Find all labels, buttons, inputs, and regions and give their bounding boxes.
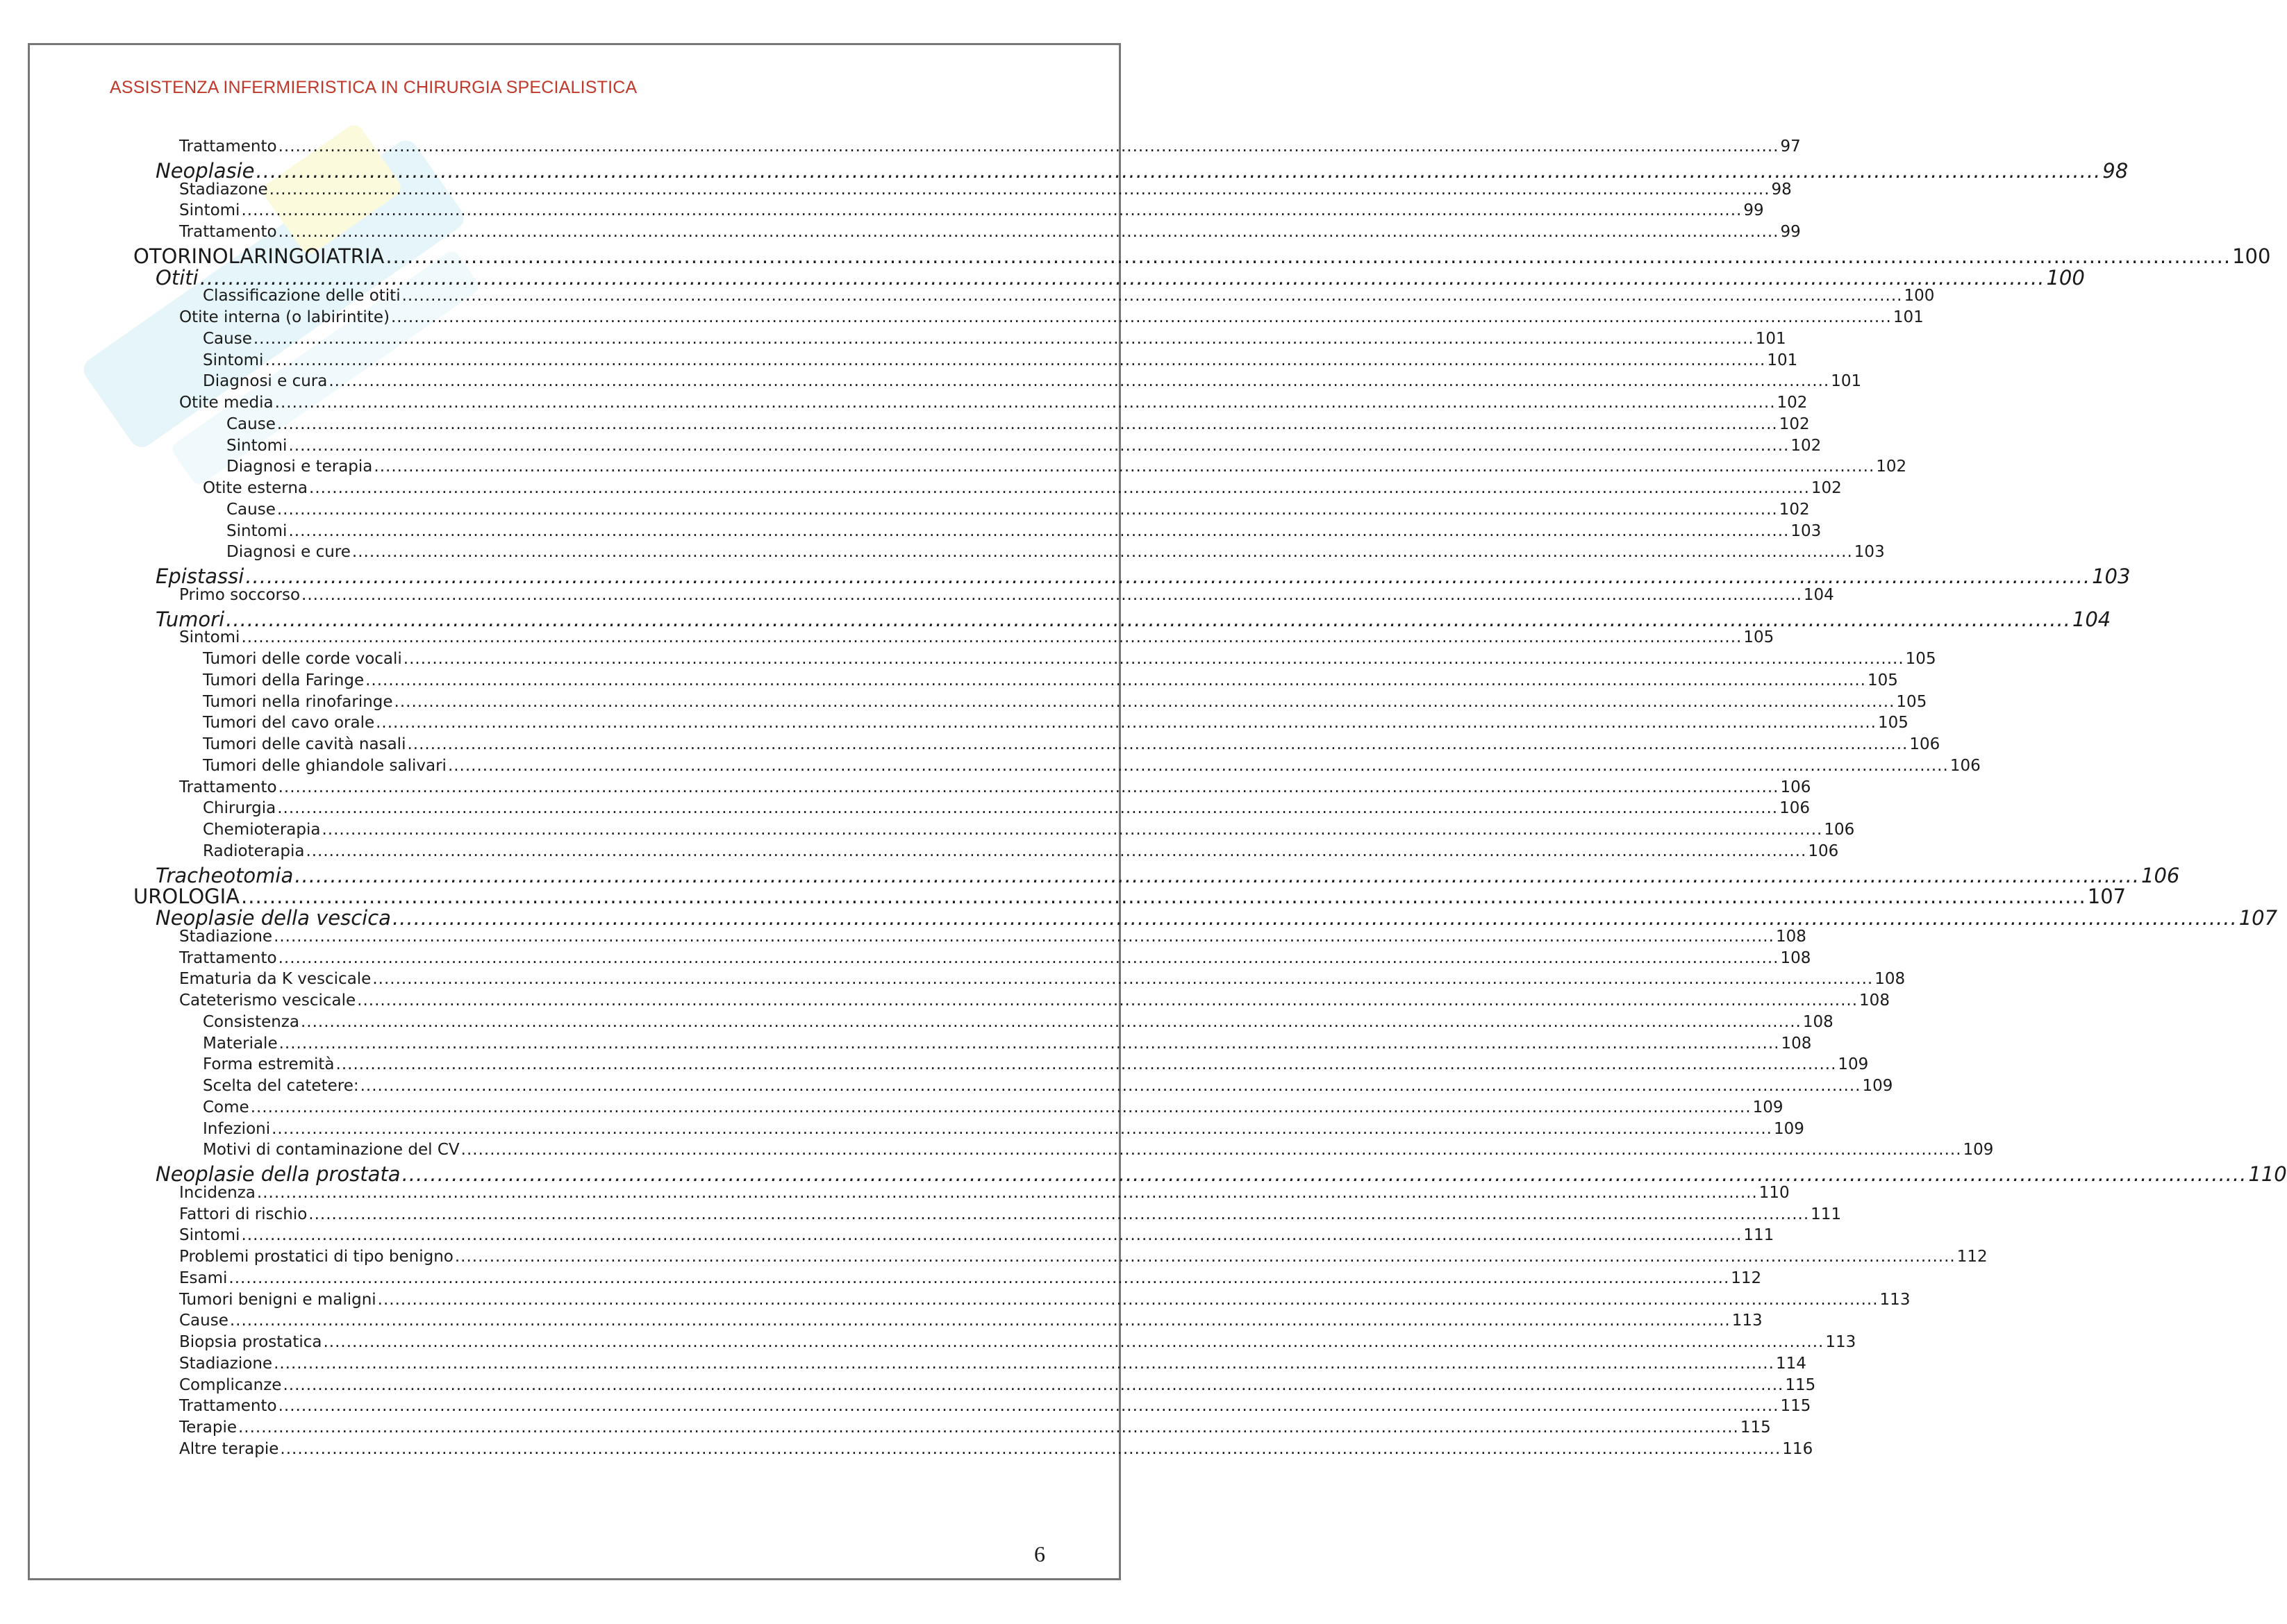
toc-entry-title: Sintomi: [179, 201, 240, 220]
toc-entry-page: 102: [1779, 500, 1810, 519]
toc-entry-page: 106: [2141, 863, 2180, 887]
toc-entry-title: Neoplasie della prostata: [156, 1162, 401, 1186]
toc-entry-page: 98: [2102, 158, 2129, 183]
toc-entry-page: 102: [1790, 436, 1822, 455]
toc-entry-page: 99: [1743, 201, 1764, 220]
toc-entry-page: 100: [2232, 244, 2271, 268]
toc-entry-page: 104: [1803, 585, 1834, 604]
toc-entry[interactable]: [203, 329, 1786, 348]
toc-entry[interactable]: [203, 1119, 1804, 1138]
toc-entry-title: Trattamento: [179, 1397, 277, 1416]
toc-leader-dots: ....................................................................................................................................................................................................................................................................: [278, 223, 1779, 241]
toc-entry[interactable]: [203, 1077, 1893, 1095]
toc-entry-title: OTORINOLARINGOIATRIA: [133, 244, 385, 268]
toc-entry-page: 106: [1780, 778, 1811, 796]
toc-entry-title: Tumori: [156, 607, 225, 631]
toc-entry[interactable]: [179, 1312, 1763, 1330]
toc-entry-title: Classificazione delle otiti: [203, 287, 401, 305]
toc-entry[interactable]: [179, 1354, 1806, 1373]
toc-leader-dots: ....................................................................................................................................................................................................................................................................: [385, 244, 2231, 268]
toc-entry-title: Tumori benigni e maligni: [179, 1290, 376, 1309]
toc-entry[interactable]: [226, 543, 1885, 562]
toc-entry[interactable]: [203, 799, 1810, 818]
toc-entry-page: 109: [1752, 1098, 1783, 1116]
toc-entry-page: 105: [1896, 692, 1927, 711]
toc-entry[interactable]: [203, 756, 1981, 775]
toc-leader-dots: ....................................................................................................................................................................................................................................................................: [454, 1248, 1956, 1266]
toc-entry[interactable]: [203, 1012, 1833, 1031]
toc-entry[interactable]: [203, 692, 1927, 711]
toc-leader-dots: ....................................................................................................................................................................................................................................................................: [278, 137, 1779, 156]
toc-entry-title: Diagnosi e cure: [226, 543, 351, 562]
running-header: ASSISTENZA INFERMIERISTICA IN CHIRURGIA SPECIALISTICA: [110, 78, 638, 97]
toc-entry-page: 109: [1963, 1141, 1994, 1160]
toc-entry[interactable]: [203, 1034, 1812, 1053]
toc-leader-dots: ....................................................................................................................................................................................................................................................................: [241, 885, 2086, 909]
toc-entry-title: Tumori della Faringe: [203, 671, 365, 689]
toc-entry-title: Tracheotomia: [156, 863, 294, 887]
toc-entry-page: 108: [1874, 970, 1906, 989]
toc-entry[interactable]: [179, 1333, 1856, 1351]
toc-entry[interactable]: [203, 735, 1940, 753]
toc-entry-title: Problemi prostatici di tipo benigno: [179, 1248, 454, 1266]
toc-leader-dots: ....................................................................................................................................................................................................................................................................: [241, 628, 1743, 647]
toc-entry[interactable]: [179, 1397, 1811, 1416]
toc-leader-dots: ....................................................................................................................................................................................................................................................................: [269, 180, 1770, 199]
toc-entry-title: Chirurgia: [203, 799, 276, 818]
toc-entry-title: Trattamento: [179, 223, 277, 241]
toc-leader-dots: ....................................................................................................................................................................................................................................................................: [401, 1162, 2247, 1186]
toc-entry-title: Stadiazione: [179, 1354, 273, 1373]
toc-leader-dots: ....................................................................................................................................................................................................................................................................: [280, 1439, 1781, 1458]
toc-entry-page: 115: [1780, 1397, 1811, 1416]
toc-leader-dots: ....................................................................................................................................................................................................................................................................: [250, 1098, 1752, 1116]
toc-entry-title: Otiti: [156, 265, 199, 290]
toc-leader-dots: ....................................................................................................................................................................................................................................................................: [276, 500, 1778, 519]
toc-entry-page: 108: [1780, 948, 1811, 967]
toc-leader-dots: ....................................................................................................................................................................................................................................................................: [335, 1055, 1837, 1074]
toc-leader-dots: ....................................................................................................................................................................................................................................................................: [274, 1354, 1774, 1373]
toc-entry-page: 112: [1731, 1269, 1762, 1287]
toc-entry[interactable]: [203, 1055, 1869, 1074]
toc-leader-dots: ....................................................................................................................................................................................................................................................................: [245, 564, 2091, 588]
toc-entry-title: Diagnosi e cura: [203, 372, 328, 391]
toc-leader-dots: ....................................................................................................................................................................................................................................................................: [256, 158, 2102, 183]
toc-entry[interactable]: [179, 948, 1811, 967]
toc-entry[interactable]: [179, 1290, 1911, 1309]
toc-entry[interactable]: [203, 821, 1855, 839]
toc-entry[interactable]: [156, 607, 2111, 631]
toc-entry-title: Tumori delle cavità nasali: [203, 735, 406, 753]
toc-entry-title: Tumori del cavo orale: [203, 714, 375, 733]
toc-entry[interactable]: [203, 351, 1798, 369]
toc-leader-dots: ....................................................................................................................................................................................................................................................................: [390, 308, 1892, 326]
toc-entry-title: Biopsia prostatica: [179, 1333, 322, 1351]
toc-entry-title: Primo soccorso: [179, 585, 301, 604]
toc-entry-page: 115: [1785, 1375, 1816, 1394]
toc-entry-page: 105: [1878, 714, 1908, 733]
toc-entry[interactable]: [179, 308, 1924, 326]
toc-leader-dots: ....................................................................................................................................................................................................................................................................: [360, 1077, 1861, 1095]
toc-entry-title: Sintomi: [179, 1226, 240, 1245]
toc-entry-page: 106: [1909, 735, 1940, 753]
toc-entry[interactable]: [203, 1098, 1783, 1116]
toc-entry-page: 108: [1859, 991, 1890, 1010]
toc-entry[interactable]: [179, 180, 1792, 199]
toc-entry-title: Otite esterna: [203, 479, 308, 497]
toc-entry-page: 112: [1956, 1248, 1988, 1266]
toc-entry-title: UROLOGIA: [133, 885, 240, 909]
toc-entry-title: Trattamento: [179, 778, 277, 796]
toc-entry-page: 103: [1790, 521, 1822, 540]
toc-entry[interactable]: [179, 991, 1890, 1010]
toc-entry-title: Terapie: [179, 1418, 237, 1437]
toc-entry-page: 105: [1743, 628, 1774, 647]
toc-entry-page: 105: [1867, 671, 1898, 689]
toc-entry-page: 100: [2046, 265, 2085, 290]
toc-leader-dots: ....................................................................................................................................................................................................................................................................: [276, 415, 1778, 433]
toc-entry-page: 99: [1780, 223, 1801, 241]
toc-entry-title: Otite media: [179, 394, 274, 412]
toc-entry[interactable]: [133, 244, 2271, 268]
toc-entry-page: 101: [1831, 372, 1862, 391]
toc-entry[interactable]: [226, 500, 1810, 519]
toc-entry[interactable]: [226, 436, 1822, 455]
toc-entry-page: 106: [1808, 842, 1839, 860]
toc-entry-title: Infezioni: [203, 1119, 271, 1138]
toc-entry[interactable]: [179, 1439, 1813, 1458]
toc-leader-dots: ....................................................................................................................................................................................................................................................................: [376, 714, 1877, 733]
toc-entry-title: Epistassi: [156, 564, 244, 588]
toc-entry-title: Trattamento: [179, 137, 277, 156]
toc-leader-dots: ....................................................................................................................................................................................................................................................................: [274, 927, 1774, 946]
toc-leader-dots: ....................................................................................................................................................................................................................................................................: [278, 1397, 1779, 1416]
toc-entry-page: 109: [1774, 1119, 1804, 1138]
toc-entry-page: 101: [1893, 308, 1924, 326]
toc-leader-dots: ....................................................................................................................................................................................................................................................................: [241, 1226, 1743, 1245]
toc-entry[interactable]: [179, 1269, 1762, 1287]
toc-leader-dots: ....................................................................................................................................................................................................................................................................: [226, 607, 2071, 631]
toc-entry-page: 103: [2092, 564, 2131, 588]
toc-leader-dots: ....................................................................................................................................................................................................................................................................: [278, 778, 1779, 796]
toc-entry[interactable]: [133, 885, 2127, 909]
toc-entry[interactable]: [203, 479, 1842, 497]
toc-entry-title: Tumori nella rinofaringe: [203, 692, 393, 711]
toc-entry[interactable]: [156, 158, 2129, 183]
toc-leader-dots: ....................................................................................................................................................................................................................................................................: [272, 1119, 1772, 1138]
toc-leader-dots: ....................................................................................................................................................................................................................................................................: [288, 521, 1790, 540]
toc-entry-page: 105: [1905, 650, 1936, 668]
toc-entry-title: Cateterismo vescicale: [179, 991, 356, 1010]
toc-entry-page: 106: [1779, 799, 1810, 818]
toc-entry-title: Cause: [226, 500, 276, 519]
toc-leader-dots: ....................................................................................................................................................................................................................................................................: [377, 1290, 1879, 1309]
toc-entry-title: Tumori delle ghiandole salivari: [203, 756, 447, 775]
toc-entry[interactable]: [179, 1205, 1842, 1223]
toc-leader-dots: ....................................................................................................................................................................................................................................................................: [199, 265, 2045, 290]
toc-entry-title: Incidenza: [179, 1183, 256, 1202]
toc-entry-title: Otite interna (o labirintite): [179, 308, 390, 326]
toc-entry[interactable]: [179, 778, 1811, 796]
toc-entry-title: Motivi di contaminazione del CV: [203, 1141, 460, 1160]
toc-entry[interactable]: [203, 1141, 1994, 1160]
toc-entry-page: 113: [1879, 1290, 1911, 1309]
toc-entry-page: 108: [1775, 927, 1806, 946]
toc-leader-dots: ....................................................................................................................................................................................................................................................................: [357, 991, 1858, 1010]
toc-entry[interactable]: [179, 585, 1834, 604]
toc-entry[interactable]: [156, 1162, 2287, 1186]
toc-leader-dots: ....................................................................................................................................................................................................................................................................: [288, 436, 1790, 455]
toc-entry-page: 98: [1771, 180, 1792, 199]
toc-entry-title: Trattamento: [179, 948, 277, 967]
toc-entry-title: Come: [203, 1098, 249, 1116]
toc-entry-title: Neoplasie: [156, 158, 255, 183]
toc-entry-page: 110: [2248, 1162, 2287, 1186]
toc-entry[interactable]: [179, 1248, 1988, 1266]
toc-leader-dots: ....................................................................................................................................................................................................................................................................: [253, 329, 1754, 348]
toc-leader-dots: ....................................................................................................................................................................................................................................................................: [403, 650, 1904, 668]
toc-entry[interactable]: [179, 970, 1906, 989]
toc-entry-title: Cause: [179, 1312, 228, 1330]
toc-leader-dots: ....................................................................................................................................................................................................................................................................: [308, 1205, 1810, 1223]
toc-entry[interactable]: [179, 1226, 1774, 1245]
toc-leader-dots: ....................................................................................................................................................................................................................................................................: [392, 906, 2238, 930]
toc-leader-dots: ....................................................................................................................................................................................................................................................................: [274, 394, 1776, 412]
toc-leader-dots: ....................................................................................................................................................................................................................................................................: [374, 458, 1875, 476]
toc-entry[interactable]: [203, 714, 1908, 733]
toc-entry[interactable]: [203, 650, 1936, 668]
toc-entry-page: 104: [2072, 607, 2111, 631]
toc-entry-page: 107: [2238, 906, 2278, 930]
toc-leader-dots: ....................................................................................................................................................................................................................................................................: [394, 692, 1895, 711]
toc-entry-page: 113: [1731, 1312, 1763, 1330]
toc-entry[interactable]: [179, 223, 1801, 241]
toc-entry[interactable]: [156, 564, 2131, 588]
toc-entry-page: 110: [1758, 1183, 1790, 1202]
toc-leader-dots: ....................................................................................................................................................................................................................................................................: [351, 543, 1853, 562]
toc-leader-dots: ....................................................................................................................................................................................................................................................................: [309, 479, 1810, 497]
toc-entry-title: Cause: [203, 329, 252, 348]
toc-entry-page: 106: [1949, 756, 1981, 775]
toc-entry-title: Stadiazone: [179, 180, 268, 199]
toc-leader-dots: ....................................................................................................................................................................................................................................................................: [301, 585, 1802, 604]
toc-entry-title: Complicanze: [179, 1375, 282, 1394]
toc-leader-dots: ....................................................................................................................................................................................................................................................................: [447, 756, 1949, 775]
toc-entry[interactable]: [179, 137, 1801, 156]
toc-leader-dots: ....................................................................................................................................................................................................................................................................: [228, 1269, 1730, 1287]
toc-entry[interactable]: [203, 287, 1935, 305]
toc-leader-dots: ....................................................................................................................................................................................................................................................................: [278, 1034, 1780, 1053]
toc-leader-dots: ....................................................................................................................................................................................................................................................................: [329, 372, 1830, 391]
toc-entry-page: 108: [1781, 1034, 1812, 1053]
toc-entry-page: 102: [1876, 458, 1907, 476]
toc-entry-title: Sintomi: [179, 628, 240, 647]
toc-leader-dots: ....................................................................................................................................................................................................................................................................: [277, 799, 1779, 818]
toc-leader-dots: ....................................................................................................................................................................................................................................................................: [256, 1183, 1758, 1202]
toc-entry-title: Ematuria da K vescicale: [179, 970, 372, 989]
toc-entry-title: Diagnosi e terapia: [226, 458, 373, 476]
toc-entry-page: 111: [1743, 1226, 1774, 1245]
toc-entry-page: 101: [1755, 329, 1786, 348]
toc-entry-title: Sintomi: [226, 521, 288, 540]
toc-leader-dots: ....................................................................................................................................................................................................................................................................: [372, 970, 1874, 989]
toc-entry[interactable]: [203, 671, 1898, 689]
toc-entry-title: Consistenza: [203, 1012, 299, 1031]
toc-entry-page: 102: [1811, 479, 1842, 497]
toc-entry-page: 100: [1904, 287, 1935, 305]
toc-entry-page: 115: [1740, 1418, 1771, 1437]
toc-entry-page: 97: [1780, 137, 1801, 156]
toc-entry[interactable]: [179, 394, 1808, 412]
toc-entry[interactable]: [179, 1418, 1771, 1437]
toc-leader-dots: ....................................................................................................................................................................................................................................................................: [407, 735, 1908, 753]
page-number: 6: [1034, 1541, 1045, 1566]
toc-entry-page: 109: [1862, 1077, 1893, 1095]
toc-leader-dots: ....................................................................................................................................................................................................................................................................: [265, 351, 1766, 369]
toc-entry-page: 102: [1779, 415, 1810, 433]
toc-entry-title: Altre terapie: [179, 1439, 279, 1458]
toc-entry-title: Esami: [179, 1269, 228, 1287]
toc-entry-page: 113: [1825, 1333, 1856, 1351]
toc-entry[interactable]: [226, 415, 1810, 433]
toc-entry-title: Radioterapia: [203, 842, 305, 860]
toc-entry-page: 102: [1777, 394, 1808, 412]
toc-leader-dots: ....................................................................................................................................................................................................................................................................: [300, 1012, 1802, 1031]
toc-leader-dots: ....................................................................................................................................................................................................................................................................: [294, 863, 2140, 887]
toc-entry[interactable]: [226, 458, 1907, 476]
toc-leader-dots: ....................................................................................................................................................................................................................................................................: [365, 671, 1866, 689]
toc-entry-title: Stadiazione: [179, 927, 273, 946]
toc-entry-title: Materiale: [203, 1034, 278, 1053]
toc-leader-dots: ....................................................................................................................................................................................................................................................................: [323, 1333, 1824, 1351]
toc-entry-title: Scelta del catetere:: [203, 1077, 359, 1095]
toc-entry-page: 101: [1767, 351, 1798, 369]
toc-entry-page: 114: [1775, 1354, 1806, 1373]
toc-entry-title: Chemioterapia: [203, 821, 321, 839]
toc-leader-dots: ....................................................................................................................................................................................................................................................................: [278, 948, 1779, 967]
toc-entry-title: Sintomi: [226, 436, 288, 455]
toc-leader-dots: ....................................................................................................................................................................................................................................................................: [229, 1312, 1731, 1330]
toc-entry-page: 111: [1811, 1205, 1842, 1223]
toc-entry[interactable]: [156, 906, 2278, 930]
toc-entry-title: Fattori di rischio: [179, 1205, 308, 1223]
toc-entry[interactable]: [179, 1183, 1790, 1202]
toc-entry-page: 106: [1824, 821, 1855, 839]
toc-entry-title: Sintomi: [203, 351, 264, 369]
toc-entry[interactable]: [156, 265, 2085, 290]
toc-entry-page: 109: [1838, 1055, 1869, 1074]
toc-entry[interactable]: [179, 927, 1806, 946]
toc-leader-dots: ....................................................................................................................................................................................................................................................................: [238, 1418, 1739, 1437]
toc-leader-dots: ....................................................................................................................................................................................................................................................................: [460, 1141, 1962, 1160]
toc-entry-title: Forma estremità: [203, 1055, 335, 1074]
toc-entry-page: 103: [1854, 543, 1885, 562]
toc-entry-title: Neoplasie della vescica: [156, 906, 391, 930]
toc-entry[interactable]: [226, 521, 1822, 540]
toc-entry-title: Cause: [226, 415, 276, 433]
toc-entry-page: 108: [1802, 1012, 1833, 1031]
toc-leader-dots: ....................................................................................................................................................................................................................................................................: [283, 1375, 1784, 1394]
toc-entry[interactable]: [156, 863, 2180, 887]
toc-entry-page: 107: [2087, 885, 2127, 909]
toc-leader-dots: ....................................................................................................................................................................................................................................................................: [401, 287, 1903, 305]
toc-entry-title: Tumori delle corde vocali: [203, 650, 402, 668]
toc-entry[interactable]: [203, 842, 1839, 860]
toc-entry-page: 116: [1782, 1439, 1813, 1458]
toc-leader-dots: ....................................................................................................................................................................................................................................................................: [306, 842, 1807, 860]
toc-entry[interactable]: [179, 1375, 1816, 1394]
toc-leader-dots: ....................................................................................................................................................................................................................................................................: [322, 821, 1823, 839]
toc-leader-dots: ....................................................................................................................................................................................................................................................................: [241, 201, 1743, 220]
toc-entry[interactable]: [203, 372, 1862, 391]
toc-entry[interactable]: [179, 201, 1764, 220]
toc-entry[interactable]: [179, 628, 1774, 647]
